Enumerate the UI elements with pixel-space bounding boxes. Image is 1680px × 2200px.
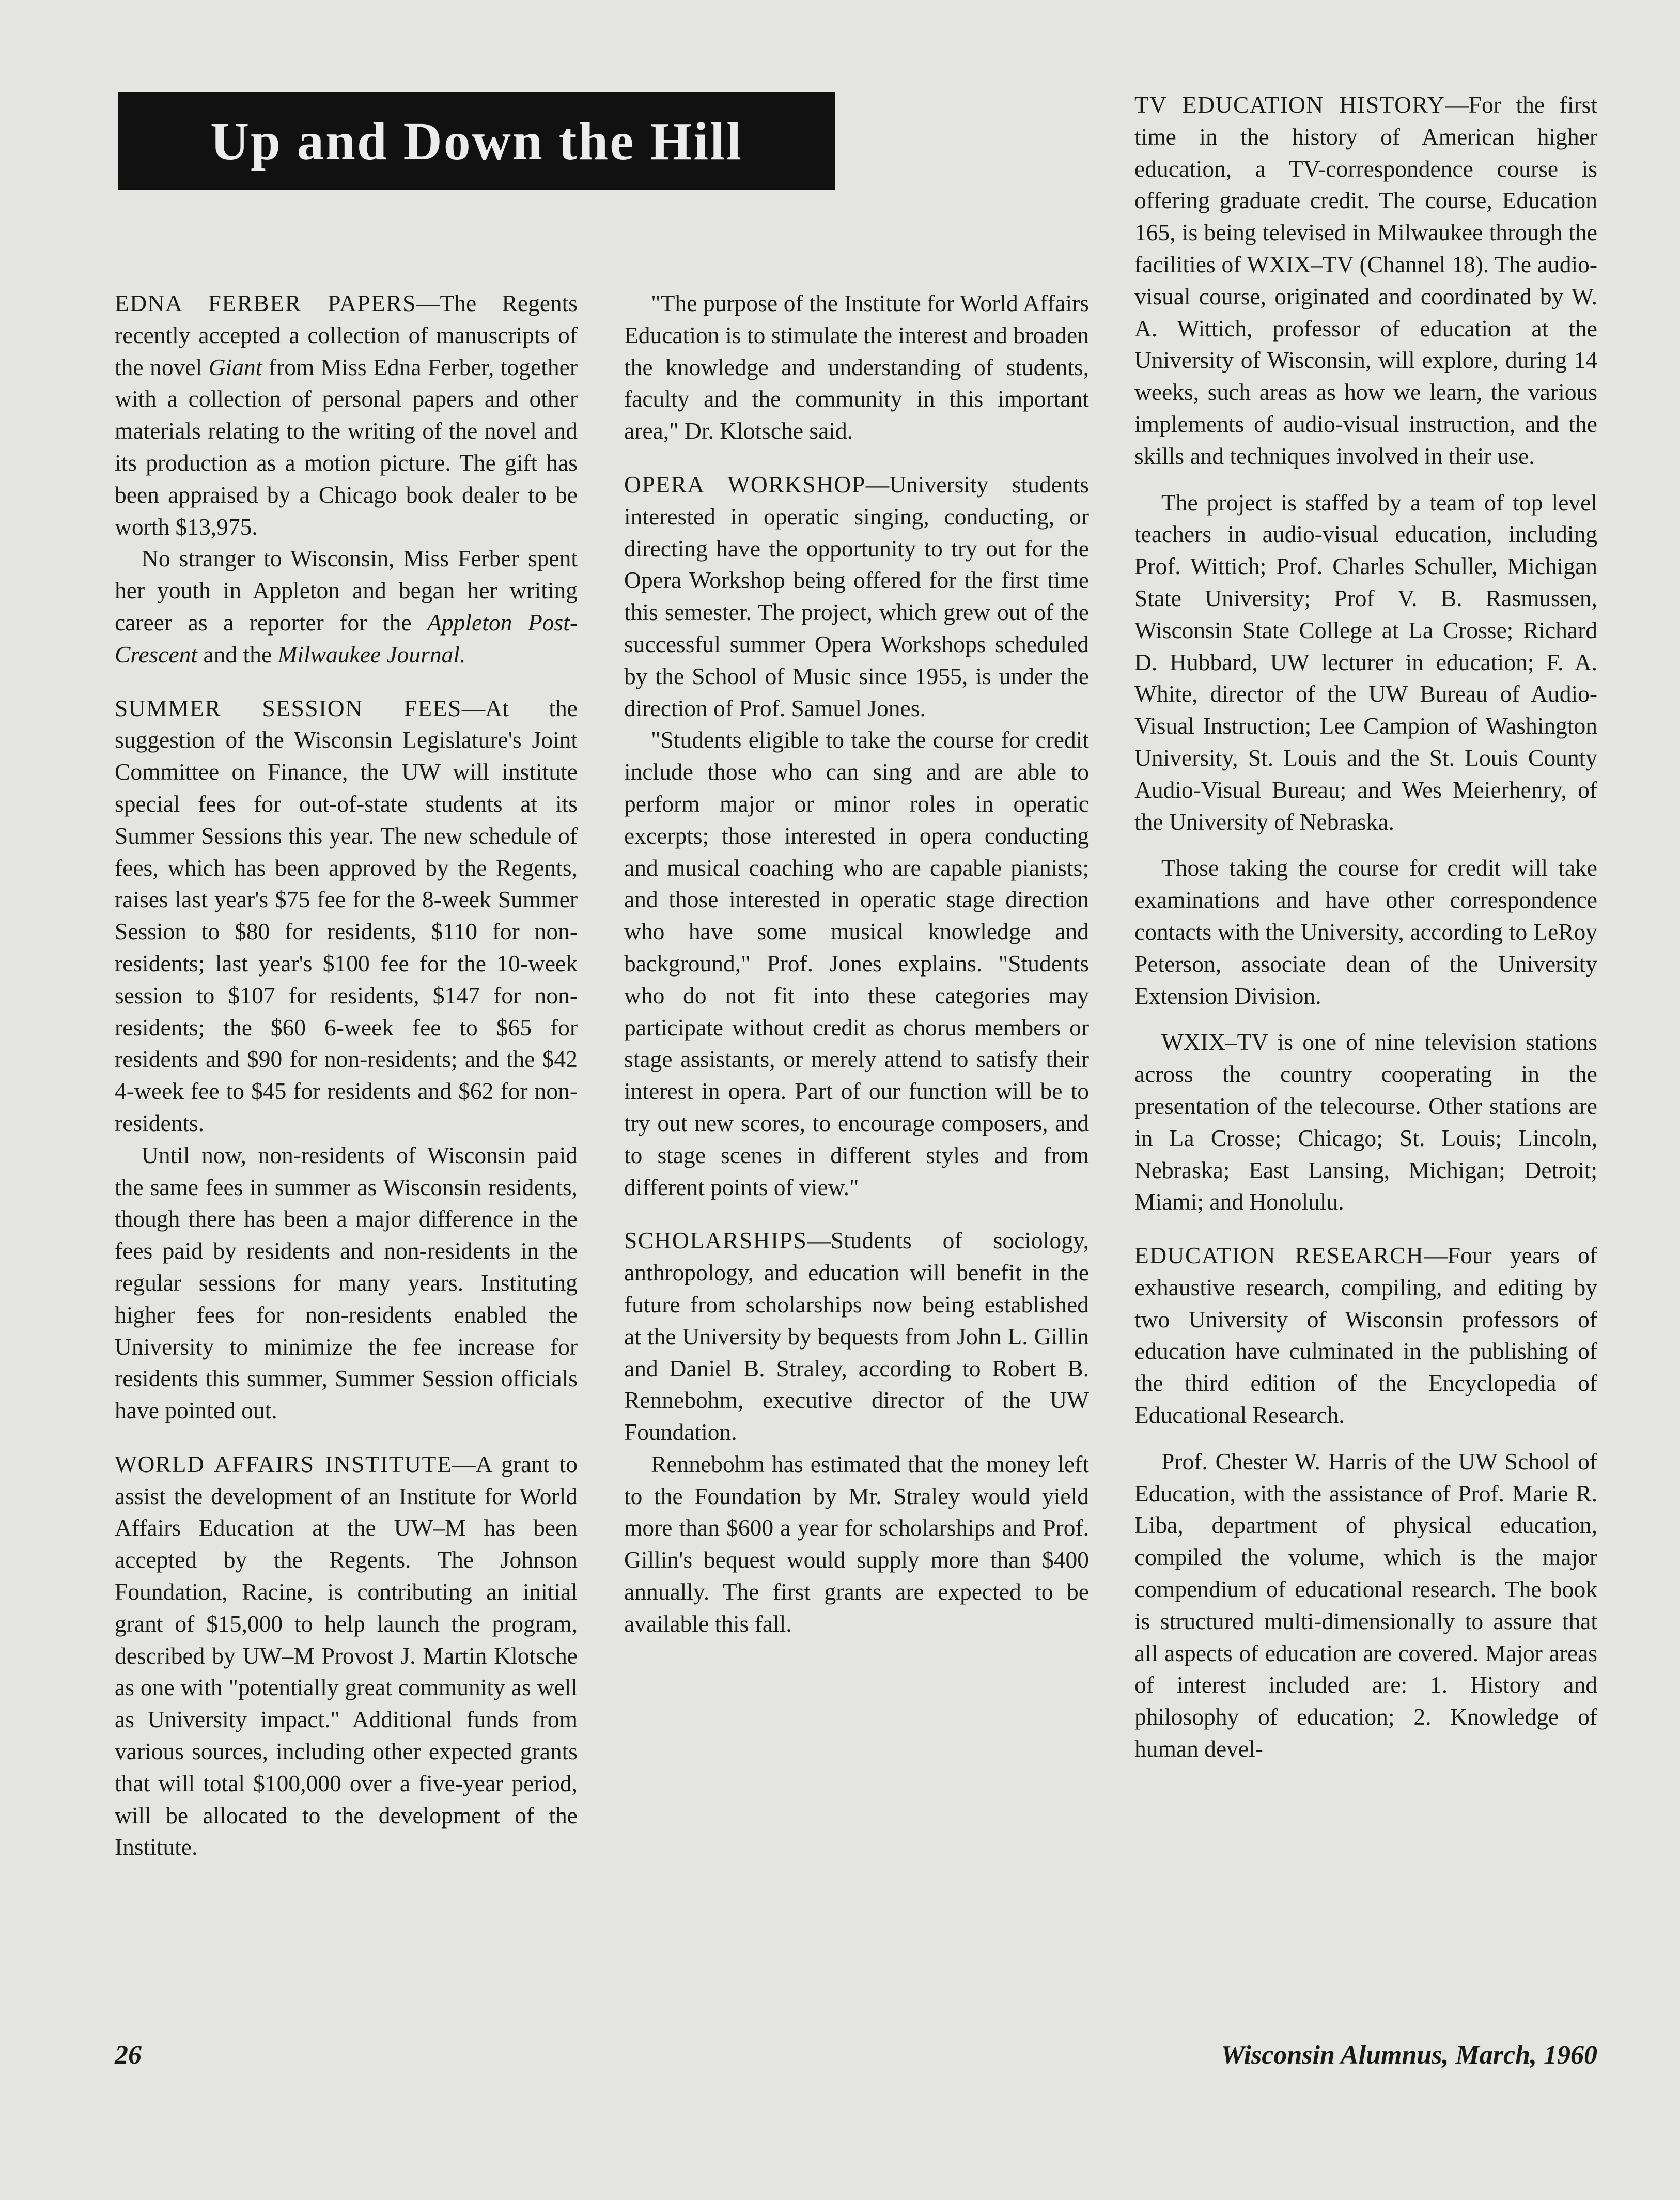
headline-education-research: EDUCATION RESEARCH: [1134, 1242, 1424, 1269]
article-tv-p2: The project is staffed by a team of top level teachers in audio-visual education, including Prof. Wittich; Prof. Charles Schuller, Michigan State University; Prof V. B. Rasmussen, Wisconsin State College at La Crosse; Richard D. Hubbard, UW lecturer in education; F. A. White, director of the UW Bureau of Audio-Visual Instruction; Lee Campion of Washington University, St. Louis and the St. Louis County Audio-Visual Bureau; and Wes Meierhenry, of the University of Nebraska.: [1134, 489, 1597, 835]
headline-tv-education: TV EDUCATION HISTORY: [1134, 91, 1445, 118]
article-edna-ferber-p1: EDNA FERBER PAPERS—The Regents recently accepted a collection of manuscripts of the novel Giant from Miss Edna Ferber, together with a collection of personal papers and other materials relating to the writing of the novel and its production as a motion picture. The gift has been appraised by a Chicago book dealer to be worth $13,975.: [115, 290, 578, 540]
column-left: [115, 287, 578, 1863]
article-world-affairs-p1: WORLD AFFAIRS INSTITUTE—A grant to assist the development of an Institute for World Affairs Education at the UW–M has been accepted by the Regents. The Johnson Foundation, Racine, is contributing an initial grant of $15,000 to help launch the program, described by UW–M Provost J. Martin Klotsche as one with "potentially great community as well as University impact." Additional funds from various sources, including other expected grants that will total $100,000 over a five-year period, will be allocated to the development of the Institute.: [115, 1450, 578, 1861]
article-research-p1: EDUCATION RESEARCH—Four years of exhaustive research, compiling, and editing by two University of Wisconsin professors of education have culminated in the publishing of the third edition of the Encyclopedia of Educational Research.: [1134, 1242, 1597, 1429]
article-summer-fees-p2: Until now, non-residents of Wisconsin paid the same fees in summer as Wisconsin residents, though there has been a major difference in the fees paid by residents and non-residents in the regular sessions for many years. Instituting higher fees for non-residents enabled the University to minimize the fee increase for residents this summer, Summer Session officials have pointed out.: [115, 1141, 578, 1424]
article-scholarships-p2: Rennebohm has estimated that the money left to the Foundation by Mr. Straley would yield more than $600 a year for scholarships and Prof. Gillin's bequest would supply more than $400 annually. The first grants are expected to be available this fall.: [624, 1450, 1089, 1637]
page-number: 26: [115, 2040, 142, 2070]
article-tv-p3: Those taking the course for credit will take examinations and have other correspondence contacts with the University, according to LeRoy Peterson, associate dean of the University Extension Division.: [1134, 855, 1597, 1009]
column-right: [1134, 89, 1597, 1765]
article-summer-fees-p1: SUMMER SESSION FEES—At the suggestion of the Wisconsin Legislature's Joint Committee on Finance, the UW will institute special fees for out-of-state students at its Summer Sessions this year. The new schedule of fees, which has been approved by the Regents, raises last year's $75 fee for the 8-week Summer Session to $80 for residents, $110 for non-residents; last year's $100 fee for the 10-week session to $107 for residents, $147 for non-residents; the $60 6-week fee to $65 for residents and $90 for non-residents; and the $42 4-week fee to $45 for residents and $62 for non-residents.: [115, 694, 578, 1136]
headline-opera: OPERA WORKSHOP: [624, 471, 866, 498]
article-edna-ferber-p2: No stranger to Wisconsin, Miss Ferber spent her youth in Appleton and began her writing career as a reporter for the Appleton Post-Crescent and the Milwaukee Journal.: [115, 545, 578, 668]
article-opera-p1: OPERA WORKSHOP—University students interested in operatic singing, conducting, or directing have the opportunity to try out for the Opera Workshop being offered for the first time this semester. The project, which grew out of the successful summer Opera Workshops scheduled by the School of Music since 1955, is under the direction of Prof. Samuel Jones.: [624, 471, 1089, 721]
section-masthead: [118, 92, 835, 190]
headline-scholarships: SCHOLARSHIPS: [624, 1227, 807, 1254]
headline-world-affairs: WORLD AFFAIRS INSTITUTE: [115, 1450, 453, 1477]
masthead-title: Up and Down the Hill: [210, 111, 743, 171]
article-opera-p2: "Students eligible to take the course for credit include those who can sing and are able to perform major or minor roles in operatic excerpts; those interested in opera conducting and musical coaching who are capable pianists; and those interested in operatic stage direction who have some musical knowledge and background," Prof. Jones explains. "Students who do not fit into these categories may participate without credit as chorus members or stage assistants, or merely attend to satisfy their interest in opera. Part of our function will be to try out new scores, to encourage composers, and to stage scenes in different styles and from different points of view.": [624, 726, 1089, 1200]
article-tv-p1: TV EDUCATION HISTORY—For the first time in the history of American higher education, a TV-correspondence course is offering graduate credit. The course, Education 165, is being televised in Milwaukee through the facilities of WXIX–TV (Channel 18). The audio-visual course, originated and coordinated by W. A. Wittich, professor of education at the University of Wisconsin, will explore, during 14 weeks, such areas as how we learn, the various implements of audio-visual instruction, and the skills and techniques involved in their use.: [1134, 91, 1597, 469]
headline-edna-ferber: EDNA FERBER PAPERS: [115, 290, 416, 316]
publication-credit: Wisconsin Alumnus, March, 1960: [1221, 2040, 1597, 2070]
article-tv-p4: WXIX–TV is one of nine television stations across the country cooperating in the presentation of the telecourse. Other stations are in La Crosse; Chicago; St. Louis; Lincoln, Nebraska; East Lansing, Michigan; Detroit; Miami; and Honolulu.: [1134, 1029, 1597, 1215]
article-world-affairs-p2: "The purpose of the Institute for World Affairs Education is to stimulate the interest and broaden the knowledge and understanding of students, faculty and the community in this important area," Dr. Klotsche said.: [624, 290, 1089, 444]
column-middle: [624, 287, 1089, 1640]
article-research-p2: Prof. Chester W. Harris of the UW School of Education, with the assistance of Prof. Marie R. Liba, department of physical education, compiled the volume, which is the major compendium of educational research. The book is structured multi-dimensionally to assure that all aspects of education are covered. Major areas of interest included are: 1. History and philosophy of education; 2. Knowledge of human devel-: [1134, 1448, 1597, 1762]
article-scholarships-p1: SCHOLARSHIPS—Students of sociology, anthropology, and education will benefit in the future from scholarships now being established at the University by bequests from John L. Gillin and Daniel B. Straley, according to Robert B. Rennebohm, executive director of the UW Foundation.: [624, 1227, 1089, 1446]
headline-summer-fees: SUMMER SESSION FEES: [115, 694, 462, 721]
